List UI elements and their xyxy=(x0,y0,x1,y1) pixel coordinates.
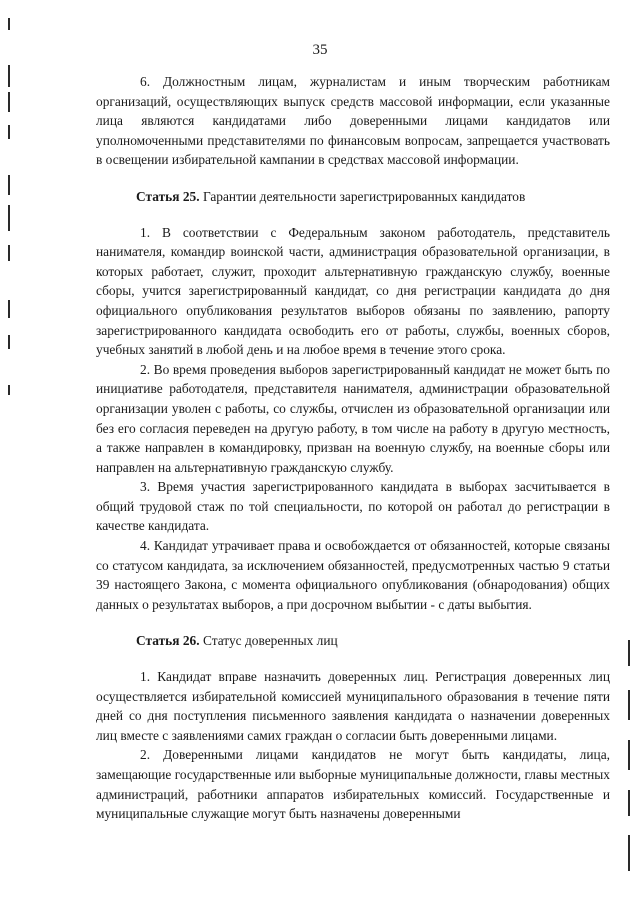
page-number: 35 xyxy=(312,42,328,58)
scan-edge-mark xyxy=(628,790,630,816)
scan-edge-mark xyxy=(8,335,10,349)
scan-edge-mark xyxy=(8,65,10,87)
article-26-heading xyxy=(96,631,610,651)
scan-edge-mark xyxy=(628,690,630,720)
intro-paragraph: 6. Должностным лицам, журналистам и иным творческим работникам организаций, осуществляющих выпуск средств массовой информации, если указанные лица являются кандидатами либо доверенными лицами кандидатов или уполномоченными представителями по финансовым вопросам, запрещается участвовать в освещении избирательной кампании в средствах массовой информации. xyxy=(96,74,610,168)
article-25-number: Статья 25. xyxy=(136,188,200,204)
article-25-paragraph-1: 1. В соответствии с Федеральным законом работодатель, представитель нанимателя, командир воинской части, администрация образовательной организации, в которых работает, служит, проходит альтернативную гражданскую службу, военные сборы, учится зарегистрированный кандидат, со дня регистрации кандидата до дня официального опубликования результатов выборов обязаны по заявлению, рапорту зарегистрированного кандидата освободить его от работы, службы, военных сборов, учебных занятий в любой день и на любое время в течение этого срока. xyxy=(96,224,610,358)
article-26-paragraph-1: 1. Кандидат вправе назначить доверенных лиц. Регистрация доверенных лиц осуществляется избирательной комиссией муниципального образования в течение пяти дней со дня поступления письменного заявления кандидата о назначении доверенных лиц вместе с заявлениями самих граждан о согласии быть доверенными лицами. xyxy=(96,669,610,743)
article-25-paragraph-4: 4. Кандидат утрачивает права и освобождается от обязанностей, которые связаны со статусом кандидата, за исключением обязанностей, предусмотренных частью 9 статьи 39 настоящего Закона, с момента официального опубликования (обнародования) общих данных о результатах выборов, а при досрочном выбытии - с даты выбытия. xyxy=(96,538,610,612)
scan-edge-mark xyxy=(628,640,630,666)
scan-edge-mark xyxy=(8,175,10,195)
article-26-title: Статус доверенных лиц xyxy=(202,633,338,649)
article-25-heading xyxy=(96,187,610,207)
article-25-paragraph-2: 2. Во время проведения выборов зарегистрированный кандидат не может быть по инициативе работодателя, представителя нанимателя, администрации образовательной организации уволен с работы, со службы, отчислен из образовательной организации или без его согласия переведен на другую работу, в том числе на работу в другую местность, а также направлен в командировку, призван на военную службу, на военные сборы или направлен на альтернативную гражданскую службу. xyxy=(96,361,610,475)
scan-edge-mark xyxy=(628,835,630,871)
scan-edge-mark xyxy=(8,125,10,139)
scan-edge-mark xyxy=(8,205,10,231)
article-26-number: Статья 26. xyxy=(136,633,200,649)
article-26-paragraph-2: 2. Доверенными лицами кандидатов не могут быть кандидаты, лица, замещающие государственные или выборные муниципальные должности, главы местных администраций, работники аппаратов избирательных комиссий. Государственные и муниципальные служащие могут быть назначены доверенными xyxy=(96,747,610,822)
scan-edge-mark xyxy=(8,300,10,318)
scan-edge-mark xyxy=(8,92,10,112)
scan-edge-mark xyxy=(628,740,630,770)
scan-edge-mark xyxy=(8,245,10,261)
scan-edge-mark xyxy=(8,18,10,30)
document-body xyxy=(96,72,610,824)
article-25-paragraph-3: 3. Время участия зарегистрированного кандидата в выборах засчитывается в общий трудовой стаж по той специальности, по которой он работал до регистрации в качестве кандидата. xyxy=(96,479,610,534)
scan-edge-mark xyxy=(8,385,10,395)
article-25-title: Гарантии деятельности зарегистрированных кандидатов xyxy=(202,188,526,204)
